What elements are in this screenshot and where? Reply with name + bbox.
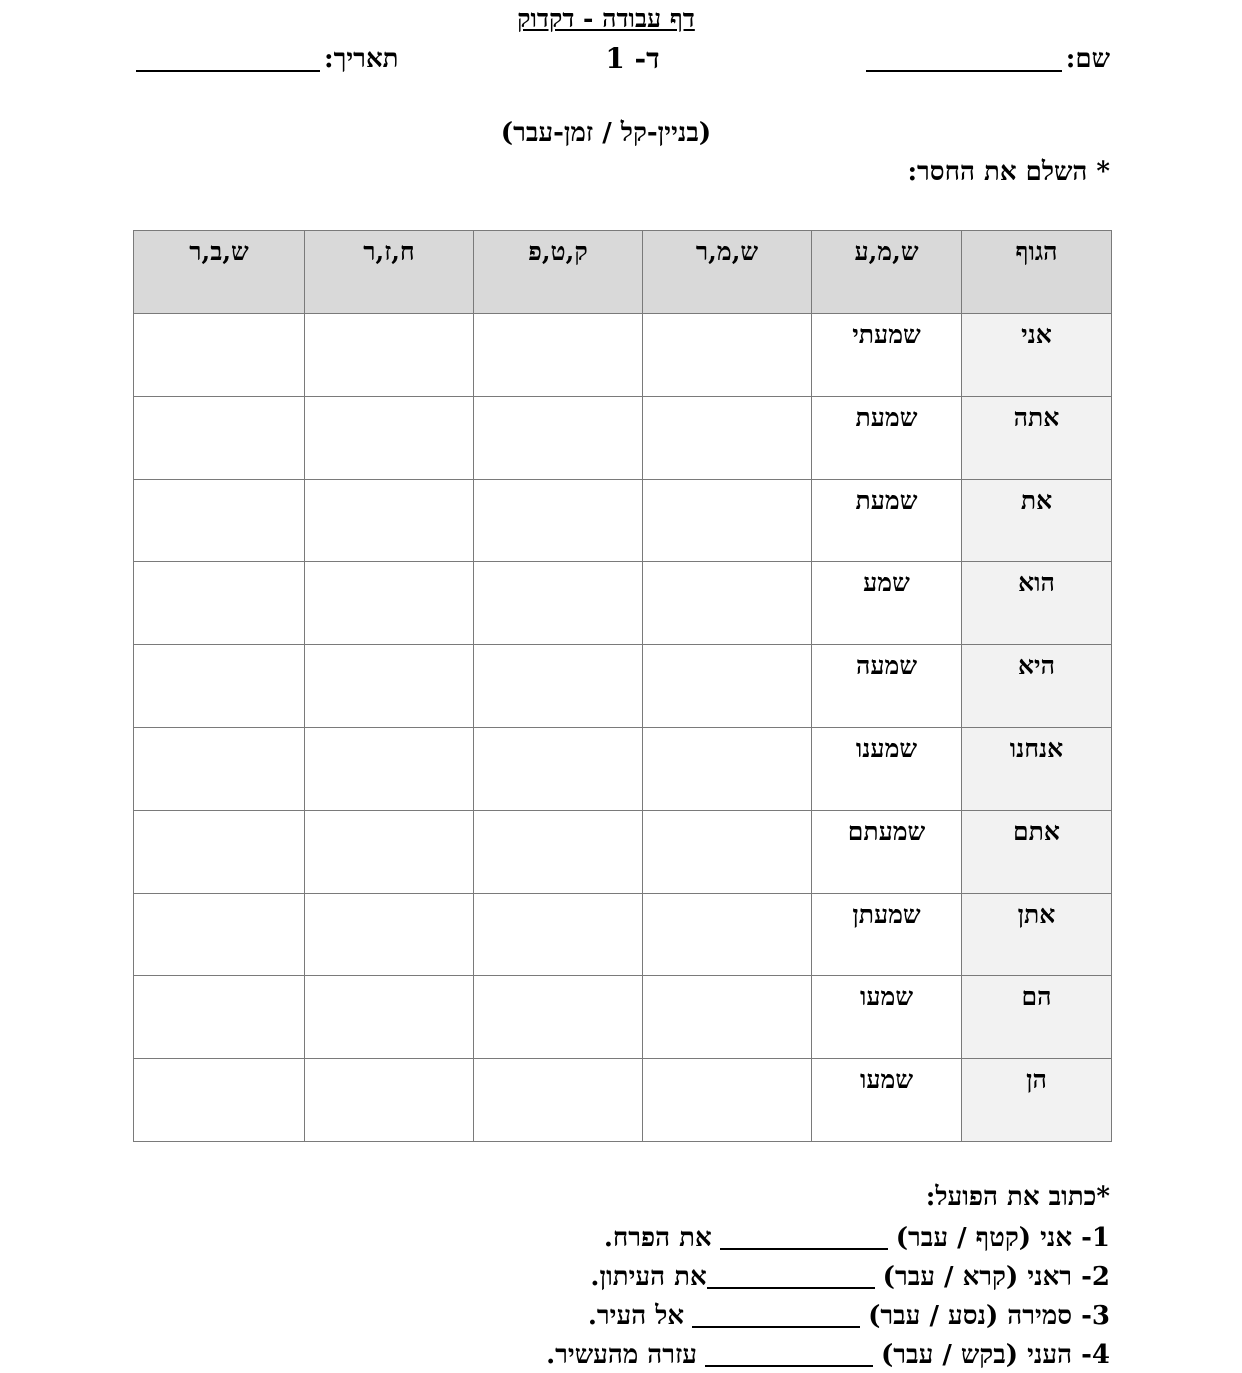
table-row (134, 727, 1112, 810)
sentence-2 (590, 1261, 1110, 1292)
answer-cell[interactable] (643, 314, 812, 397)
answer-cell[interactable] (474, 810, 643, 893)
pronoun-cell: אתן (962, 893, 1112, 976)
answer-cell[interactable] (134, 645, 305, 728)
sentence-3-start: 3- סמירה (נסע / עבר) (868, 1301, 1110, 1331)
answer-cell[interactable] (643, 893, 812, 976)
answer-cell[interactable] (134, 727, 305, 810)
answer-cell[interactable] (305, 314, 474, 397)
sentence-3-end: אל העיר. (587, 1301, 685, 1331)
answer-cell[interactable] (643, 396, 812, 479)
example-form-cell: שמע (812, 562, 962, 645)
header-root-shma: ש,מ,ע (812, 231, 962, 314)
answer-cell[interactable] (643, 479, 812, 562)
answer-cell[interactable] (643, 976, 812, 1059)
date-field (136, 42, 399, 74)
sentence-4-start: 4- העני (בקש / עבר) (880, 1340, 1110, 1370)
date-label: תאריך: (324, 44, 399, 74)
sentence-1-blank[interactable] (720, 1222, 888, 1250)
example-form-cell: שמעו (812, 976, 962, 1059)
answer-cell[interactable] (643, 810, 812, 893)
answer-cell[interactable] (134, 1059, 305, 1142)
answer-cell[interactable] (474, 314, 643, 397)
table-row (134, 479, 1112, 562)
instruction-complete: * השלם את החסר: (907, 157, 1110, 187)
sentence-1-start: 1- אני (קטף / עבר) (895, 1223, 1110, 1253)
table-header-row (134, 231, 1112, 314)
answer-cell[interactable] (474, 893, 643, 976)
answer-cell[interactable] (474, 1059, 643, 1142)
sentence-4 (546, 1339, 1110, 1370)
pronoun-cell: את (962, 479, 1112, 562)
answer-cell[interactable] (474, 727, 643, 810)
table-row (134, 645, 1112, 728)
answer-cell[interactable] (305, 645, 474, 728)
header-root-ktf: ק,ט,פ (474, 231, 643, 314)
answer-cell[interactable] (134, 976, 305, 1059)
pronoun-cell: הוא (962, 562, 1112, 645)
table-row (134, 1059, 1112, 1142)
name-label: שם: (1065, 44, 1110, 74)
answer-cell[interactable] (474, 396, 643, 479)
table-row (134, 562, 1112, 645)
pronoun-cell: הם (962, 976, 1112, 1059)
sentence-4-blank[interactable] (705, 1339, 873, 1367)
answer-cell[interactable] (305, 396, 474, 479)
sentence-4-end: עזרה מהעשיר. (546, 1340, 697, 1370)
example-form-cell: שמעה (812, 645, 962, 728)
answer-cell[interactable] (305, 1059, 474, 1142)
table-row (134, 396, 1112, 479)
header-root-shbr: ש,ב,ר (134, 231, 305, 314)
answer-cell[interactable] (643, 1059, 812, 1142)
pronoun-cell: היא (962, 645, 1112, 728)
page-title: דף עבודה - דקדוק (517, 4, 695, 33)
example-form-cell: שמעתן (812, 893, 962, 976)
answer-cell[interactable] (134, 479, 305, 562)
answer-cell[interactable] (305, 810, 474, 893)
pronoun-cell: אני (962, 314, 1112, 397)
example-form-cell: שמעת (812, 479, 962, 562)
grade-label: ד- 1 (605, 42, 660, 75)
example-form-cell: שמעתם (812, 810, 962, 893)
answer-cell[interactable] (305, 562, 474, 645)
sentence-2-end: את העיתון. (590, 1262, 707, 1292)
example-form-cell: שמעו (812, 1059, 962, 1142)
answer-cell[interactable] (134, 893, 305, 976)
pronoun-cell: אנחנו (962, 727, 1112, 810)
answer-cell[interactable] (134, 396, 305, 479)
header-root-shmr: ש,מ,ר (643, 231, 812, 314)
sentence-1-end: את הפרח. (603, 1223, 712, 1253)
table-row (134, 810, 1112, 893)
conjugation-table (133, 230, 1112, 1142)
answer-cell[interactable] (474, 976, 643, 1059)
answer-cell[interactable] (474, 645, 643, 728)
pronoun-cell: אתם (962, 810, 1112, 893)
sentence-2-blank[interactable] (707, 1261, 875, 1289)
table-row (134, 976, 1112, 1059)
instruction-write-verb: *כתוב את הפועל: (925, 1182, 1110, 1212)
header-pronoun: הגוף (962, 231, 1112, 314)
sentence-3 (588, 1300, 1110, 1331)
answer-cell[interactable] (305, 727, 474, 810)
answer-cell[interactable] (134, 314, 305, 397)
answer-cell[interactable] (134, 562, 305, 645)
table-row (134, 314, 1112, 397)
answer-cell[interactable] (305, 976, 474, 1059)
example-form-cell: שמענו (812, 727, 962, 810)
sentence-2-start: 2- ראני (קרא / עבר) (882, 1262, 1110, 1292)
sentence-3-blank[interactable] (692, 1300, 860, 1328)
subtitle: (בניין-קל / זמן-עבר) (500, 118, 712, 148)
example-form-cell: שמעת (812, 396, 962, 479)
answer-cell[interactable] (134, 810, 305, 893)
answer-cell[interactable] (305, 479, 474, 562)
pronoun-cell: אתה (962, 396, 1112, 479)
answer-cell[interactable] (643, 727, 812, 810)
answer-cell[interactable] (474, 562, 643, 645)
answer-cell[interactable] (305, 893, 474, 976)
table-row (134, 893, 1112, 976)
example-form-cell: שמעתי (812, 314, 962, 397)
header-root-hzr: ח,ז,ר (305, 231, 474, 314)
pronoun-cell: הן (962, 1059, 1112, 1142)
date-blank-line[interactable] (136, 42, 320, 72)
answer-cell[interactable] (474, 479, 643, 562)
answer-cell[interactable] (643, 645, 812, 728)
answer-cell[interactable] (643, 562, 812, 645)
sentence-1 (604, 1222, 1110, 1253)
